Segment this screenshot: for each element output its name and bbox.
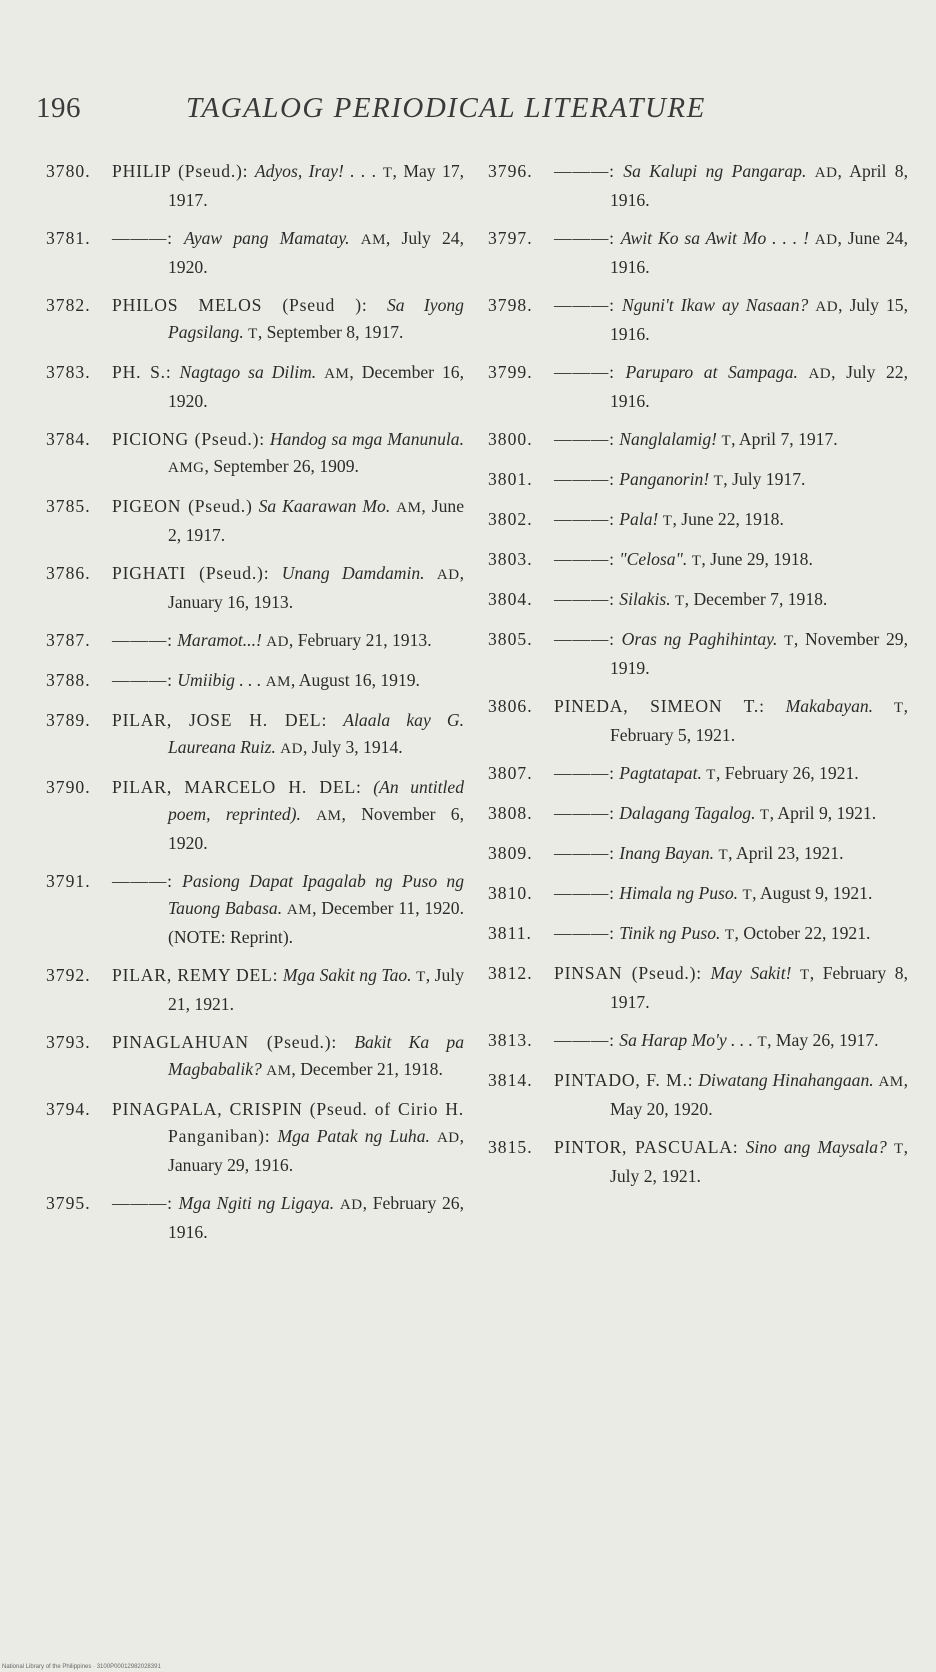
entry-author: ———: bbox=[554, 161, 615, 181]
entry-date: , July 21, 1921. bbox=[168, 965, 464, 1014]
entry-number: 3784. bbox=[46, 429, 91, 449]
entry-source: T bbox=[691, 553, 702, 569]
bibliography-entry bbox=[46, 292, 464, 348]
entry-source: T bbox=[893, 700, 904, 716]
entry-number: 3809. bbox=[488, 843, 533, 863]
entry-number: 3803. bbox=[488, 549, 533, 569]
entry-title: Pala! bbox=[619, 509, 659, 529]
entry-number: 3798. bbox=[488, 295, 533, 315]
entry-source: T bbox=[784, 633, 794, 649]
entry-author: ———: bbox=[554, 228, 615, 248]
entry-date: , October 22, 1921. bbox=[734, 923, 871, 943]
entry-source: T bbox=[706, 767, 716, 783]
entry-title: Sa Kalupi ng Pangarap. bbox=[623, 161, 807, 181]
entry-number: 3806. bbox=[488, 696, 533, 716]
bibliography-entry bbox=[46, 493, 464, 549]
bibliography-entry bbox=[46, 627, 464, 656]
bibliography-entry bbox=[488, 359, 908, 415]
entry-author: PH. S.: bbox=[112, 362, 172, 382]
entry-author: ———: bbox=[554, 295, 615, 315]
entry-date: , August 16, 1919. bbox=[290, 670, 420, 690]
entry-date: , April 7, 1917. bbox=[731, 429, 838, 449]
entry-date: , December 21, 1918. bbox=[291, 1059, 443, 1079]
entry-title: Dalagang Tagalog. bbox=[619, 803, 756, 823]
entry-author: ———: bbox=[554, 429, 615, 449]
entry-number: 3811. bbox=[488, 923, 532, 943]
entry-source: T bbox=[713, 473, 724, 489]
entry-author: ———: bbox=[554, 923, 615, 943]
bibliography-entry bbox=[46, 1029, 464, 1085]
entry-author: ———: bbox=[554, 1030, 615, 1050]
bibliography-entry bbox=[46, 158, 464, 214]
entry-date: , December 11, 1920. (NOTE: Reprint). bbox=[168, 898, 464, 947]
entry-date: , February 8, 1917. bbox=[610, 963, 908, 1012]
entry-title: Mga Sakit ng Tao. bbox=[282, 965, 412, 985]
entry-author: ———: bbox=[554, 763, 615, 783]
bibliography-entry bbox=[488, 1027, 908, 1056]
entry-date: , April 9, 1921. bbox=[769, 803, 877, 823]
entry-title: Adyos, Iray! . . . bbox=[254, 161, 377, 181]
entry-source: T bbox=[759, 807, 770, 823]
running-title: TAGALOG PERIODICAL LITERATURE bbox=[186, 92, 706, 124]
entry-number: 3804. bbox=[488, 589, 533, 609]
bibliography-entry bbox=[488, 506, 908, 535]
entry-source: T bbox=[757, 1034, 768, 1050]
entry-number: 3787. bbox=[46, 630, 91, 650]
entry-author: ———: bbox=[112, 1193, 173, 1213]
entry-source: T bbox=[742, 887, 753, 903]
entry-number: 3790. bbox=[46, 777, 91, 797]
library-watermark: National Library of the Philippines · 3100P00012982028391 bbox=[2, 1664, 161, 1670]
entry-date: , July 2, 1921. bbox=[610, 1137, 909, 1186]
entry-source: AD bbox=[808, 366, 832, 382]
entry-number: 3813. bbox=[488, 1030, 533, 1050]
bibliography-entry bbox=[488, 466, 908, 495]
entry-author: PILAR, MARCELO H. DEL: bbox=[112, 777, 362, 797]
entry-author: ———: bbox=[112, 630, 173, 650]
entry-title: Pasiong Dapat Ipagalab ng Puso ng Tauong Babasa. bbox=[168, 871, 464, 918]
bibliography-entry bbox=[488, 158, 908, 214]
entry-title: "Celosa". bbox=[619, 549, 688, 569]
bibliography-entry bbox=[488, 840, 908, 869]
entry-number: 3801. bbox=[488, 469, 533, 489]
entry-title: May Sakit! bbox=[710, 963, 792, 983]
bibliography-entry bbox=[488, 800, 908, 829]
entry-author: ———: bbox=[554, 469, 615, 489]
bibliography-entry bbox=[46, 774, 464, 857]
entry-source: AM bbox=[286, 902, 313, 918]
entry-source: AD bbox=[436, 1130, 460, 1146]
entry-title: Sa Iyong Pagsilang. bbox=[168, 295, 464, 342]
bibliography-entry bbox=[488, 1134, 908, 1190]
entry-number: 3812. bbox=[488, 963, 533, 983]
entry-author: ———: bbox=[112, 670, 173, 690]
entry-source: AD bbox=[814, 165, 838, 181]
entry-number: 3782. bbox=[46, 295, 91, 315]
entry-number: 3808. bbox=[488, 803, 533, 823]
bibliography-entry bbox=[488, 626, 908, 682]
entry-author: ———: bbox=[554, 803, 615, 823]
entry-title: Mga Ngiti ng Ligaya. bbox=[178, 1193, 335, 1213]
bibliography-entry bbox=[46, 1096, 464, 1179]
entry-source: T bbox=[800, 967, 810, 983]
entry-date: , June 2, 1917. bbox=[168, 496, 465, 545]
bibliography-entry bbox=[488, 426, 908, 455]
entry-source: T bbox=[662, 513, 673, 529]
bibliography-entry bbox=[46, 707, 464, 763]
entry-date: , December 16, 1920. bbox=[168, 362, 464, 411]
entry-number: 3814. bbox=[488, 1070, 533, 1090]
bibliography-entry bbox=[488, 1067, 908, 1123]
entry-author: ———: bbox=[554, 509, 615, 529]
entry-title: Oras ng Paghihintay. bbox=[621, 629, 778, 649]
entry-date: , July 22, 1916. bbox=[610, 362, 908, 411]
bibliography-entry bbox=[46, 667, 464, 696]
entry-number: 3807. bbox=[488, 763, 533, 783]
entry-source: AD bbox=[815, 299, 839, 315]
entry-author: PINAGPALA, CRISPIN (Pseud. of Cirio H. Panganiban): bbox=[112, 1099, 464, 1146]
entry-title: Bakit Ka pa Magbabalik? bbox=[168, 1032, 464, 1079]
left-column bbox=[46, 158, 464, 1257]
entry-source: T bbox=[721, 433, 732, 449]
entry-number: 3791. bbox=[46, 871, 91, 891]
right-column bbox=[488, 158, 908, 1201]
entry-number: 3802. bbox=[488, 509, 533, 529]
entry-source: AD bbox=[266, 634, 289, 650]
entry-title: Mga Patak ng Luha. bbox=[277, 1126, 430, 1146]
entry-author: ———: bbox=[554, 843, 615, 863]
entry-number: 3805. bbox=[488, 629, 533, 649]
bibliography-entry bbox=[46, 225, 464, 281]
bibliography-entry bbox=[488, 586, 908, 615]
entry-number: 3794. bbox=[46, 1099, 91, 1119]
bibliography-entry bbox=[488, 880, 908, 909]
entry-author: ———: bbox=[554, 629, 615, 649]
entry-date: , November 29, 1919. bbox=[610, 629, 908, 678]
entry-date: , August 9, 1921. bbox=[752, 883, 873, 903]
entry-title: Ayaw pang Mamatay. bbox=[184, 228, 350, 248]
entry-date: , January 16, 1913. bbox=[168, 563, 464, 612]
entry-date: , May 17, 1917. bbox=[168, 161, 465, 210]
entry-title: Nagtago sa Dilim. bbox=[179, 362, 317, 382]
entry-author: ———: bbox=[554, 362, 615, 382]
entry-source: AM bbox=[265, 674, 291, 690]
entry-author: PINEDA, SIMEON T.: bbox=[554, 696, 765, 716]
entry-source: T bbox=[893, 1141, 904, 1157]
entry-author: PHILIP (Pseud.): bbox=[112, 161, 249, 181]
entry-date: , May 20, 1920. bbox=[610, 1070, 909, 1119]
bibliography-entry bbox=[488, 760, 908, 789]
entry-author: ———: bbox=[554, 883, 615, 903]
entry-number: 3810. bbox=[488, 883, 533, 903]
entry-date: , July 3, 1914. bbox=[302, 737, 403, 757]
entry-title: Nguni't Ikaw ay Nasaan? bbox=[621, 295, 809, 315]
entry-title: Sino ang Maysala? bbox=[745, 1137, 887, 1157]
bibliography-entry bbox=[488, 292, 908, 348]
entry-source: T bbox=[724, 927, 735, 943]
entry-date: , July 24, 1920. bbox=[168, 228, 464, 277]
entry-author: ———: bbox=[554, 549, 615, 569]
bibliography-entry bbox=[488, 920, 908, 949]
entry-source: T bbox=[718, 847, 729, 863]
entry-date: , April 23, 1921. bbox=[728, 843, 844, 863]
entry-date: , September 8, 1917. bbox=[257, 322, 404, 342]
entry-source: AM bbox=[396, 500, 422, 516]
entry-source: AM bbox=[360, 232, 386, 248]
entry-date: , February 26, 1921. bbox=[715, 763, 859, 783]
page-header bbox=[36, 92, 900, 132]
entry-date: , February 26, 1916. bbox=[168, 1193, 464, 1242]
entry-number: 3796. bbox=[488, 161, 533, 181]
entry-number: 3797. bbox=[488, 228, 533, 248]
entry-date: , December 7, 1918. bbox=[684, 589, 828, 609]
entry-author: PILAR, JOSE H. DEL: bbox=[112, 710, 328, 730]
entry-source: AD bbox=[339, 1197, 363, 1213]
entry-source: AD bbox=[814, 232, 838, 248]
bibliography-entry bbox=[488, 960, 908, 1016]
entry-number: 3815. bbox=[488, 1137, 533, 1157]
entry-title: Paruparo at Sampaga. bbox=[625, 362, 798, 382]
entry-author: ———: bbox=[112, 228, 173, 248]
entry-title: Sa Kaarawan Mo. bbox=[258, 496, 391, 516]
entry-title: Maramot...! bbox=[177, 630, 262, 650]
entry-author: PIGHATI (Pseud.): bbox=[112, 563, 270, 583]
entry-source: AD bbox=[436, 567, 460, 583]
entry-number: 3792. bbox=[46, 965, 91, 985]
entry-source: T bbox=[382, 165, 393, 181]
entry-title: Handog sa mga Manunula. bbox=[269, 429, 464, 449]
entry-author: PINAGLAHUAN (Pseud.): bbox=[112, 1032, 338, 1052]
entry-author: PINTOR, PASCUALA: bbox=[554, 1137, 739, 1157]
bibliography-entry bbox=[46, 426, 464, 482]
entry-title: Alaala kay G. Laureana Ruiz. bbox=[168, 710, 464, 757]
entry-source: AM bbox=[324, 366, 350, 382]
entry-title: Himala ng Puso. bbox=[619, 883, 739, 903]
bibliography-entry bbox=[488, 225, 908, 281]
entry-source: AM bbox=[316, 808, 342, 824]
bibliography-entry bbox=[46, 1190, 464, 1246]
entry-title: Panganorin! bbox=[619, 469, 710, 489]
entry-author: PHILOS MELOS (Pseud ): bbox=[112, 295, 368, 315]
entry-source: AMG bbox=[168, 460, 205, 476]
entry-title: Nanglalamig! bbox=[619, 429, 718, 449]
entry-source: T bbox=[248, 326, 258, 342]
entry-author: ———: bbox=[554, 589, 615, 609]
entry-number: 3800. bbox=[488, 429, 533, 449]
entry-date: , June 24, 1916. bbox=[610, 228, 908, 277]
entry-author: PINTADO, F. M.: bbox=[554, 1070, 694, 1090]
entry-title: Pagtatapat. bbox=[619, 763, 702, 783]
entry-date: , July 1917. bbox=[723, 469, 806, 489]
entry-title: Diwatang Hinahangaan. bbox=[698, 1070, 874, 1090]
entry-title: Sa Harap Mo'y . . . bbox=[619, 1030, 754, 1050]
entry-title: Awit Ko sa Awit Mo . . . ! bbox=[620, 228, 809, 248]
bibliography-entry bbox=[488, 546, 908, 575]
entry-number: 3788. bbox=[46, 670, 91, 690]
entry-number: 3795. bbox=[46, 1193, 91, 1213]
entry-title: Inang Bayan. bbox=[619, 843, 715, 863]
entry-source: AM bbox=[878, 1074, 904, 1090]
entry-date: , February 21, 1913. bbox=[288, 630, 432, 650]
entry-author: PINSAN (Pseud.): bbox=[554, 963, 702, 983]
entry-date: , February 5, 1921. bbox=[610, 696, 908, 745]
page-number: 196 bbox=[36, 92, 81, 124]
entry-number: 3799. bbox=[488, 362, 533, 382]
entry-source: AD bbox=[280, 741, 303, 757]
entry-author: PIGEON (Pseud.) bbox=[112, 496, 253, 516]
entry-number: 3786. bbox=[46, 563, 91, 583]
entry-author: PICIONG (Pseud.): bbox=[112, 429, 265, 449]
entry-date: , November 6, 1920. bbox=[168, 804, 464, 853]
entry-title: Silakis. bbox=[619, 589, 671, 609]
entry-date: , May 26, 1917. bbox=[767, 1030, 879, 1050]
entry-title: Unang Damdamin. bbox=[281, 563, 425, 583]
entry-date: , July 15, 1916. bbox=[610, 295, 909, 344]
bibliography-entry bbox=[46, 560, 464, 616]
entry-title: Umiibig . . . bbox=[177, 670, 262, 690]
entry-number: 3789. bbox=[46, 710, 91, 730]
entry-number: 3785. bbox=[46, 496, 91, 516]
entry-author: PILAR, REMY DEL: bbox=[112, 965, 279, 985]
entry-number: 3780. bbox=[46, 161, 91, 181]
entry-date: , June 29, 1918. bbox=[701, 549, 813, 569]
entry-number: 3783. bbox=[46, 362, 91, 382]
entry-title: (An untitled poem, reprinted). bbox=[168, 777, 464, 824]
entry-source: T bbox=[675, 593, 685, 609]
bibliography-entry bbox=[46, 868, 464, 951]
entry-date: , September 26, 1909. bbox=[204, 456, 359, 476]
entry-number: 3793. bbox=[46, 1032, 91, 1052]
entry-number: 3781. bbox=[46, 228, 91, 248]
entry-title: Makabayan. bbox=[785, 696, 874, 716]
bibliography-entry bbox=[46, 962, 464, 1018]
entry-author: ———: bbox=[112, 871, 173, 891]
bibliography-entry bbox=[46, 359, 464, 415]
entry-date: , June 22, 1918. bbox=[672, 509, 784, 529]
entry-date: , April 8, 1916. bbox=[610, 161, 908, 210]
entry-title: Tinik ng Puso. bbox=[619, 923, 721, 943]
entry-source: AM bbox=[266, 1063, 292, 1079]
bibliography-entry bbox=[488, 693, 908, 749]
entry-source: T bbox=[416, 969, 426, 985]
entry-date: , January 29, 1916. bbox=[168, 1126, 465, 1175]
